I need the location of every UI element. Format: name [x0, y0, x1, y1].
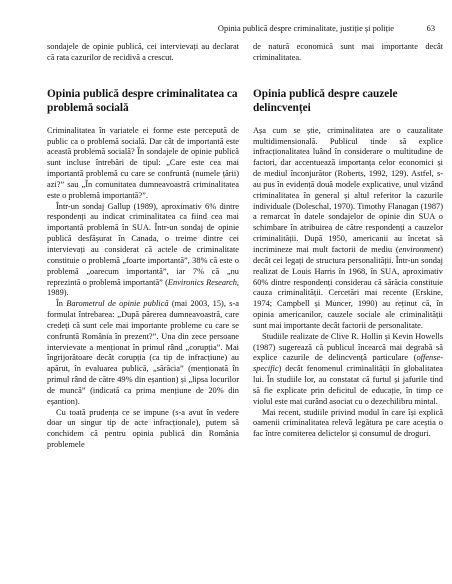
text-run: (mai 2003, 15), s-a formulat întrebarea: „După părerea dumneavoastră, care credeți că sunt cele mai importante probleme cu care se confruntă România în prezent?”. Una din zece persoane intervievate a menționat în primul rând „corupția”. Mai îngrijorătoare decât corupția (ca tip de infracțiune) au apărut, în evaluarea publică, „sărăcia” (menționată în primul rând de către 49% din eșantion) și „lipsa locurilor de muncă” (indicată ca prima mențiune de 20% din eșantion). — [47, 299, 239, 406]
left-column — [47, 42, 239, 451]
right-column — [253, 42, 443, 440]
text-run: ) decât fenomenul criminalității în globalitatea lui. În studiile lor, au constatat că furtul și jafurile tind să fie explicate prin deficitul de educație, în timp ce violul este mai curând asociat cu o dezechilibru mintal. — [253, 364, 443, 406]
source-citation: Environics Research — [167, 277, 237, 287]
paragraph: Mai recent, studiile privind modul în care își explică oamenii criminalitatea relevă legătura pe care aceștia o fac între comiterea delictelor și consumul de droguri. — [253, 407, 443, 439]
text-run: În — [56, 299, 67, 309]
running-header — [0, 24, 452, 38]
source-citation: Barometrul de opinie publică — [66, 299, 169, 309]
paragraph — [253, 332, 443, 408]
section-heading: Opinia publică despre cauzele delincvenței — [253, 87, 398, 114]
paragraph — [47, 202, 239, 300]
italic-term: offense-specific — [253, 353, 443, 374]
italic-term: environment — [398, 244, 441, 254]
text-run: Studiile realizate de Clive R. Hollin și Kevin Howells (1987) sugerează că publicul încearcă mai degrabă să explice cazurile de delincvență particulare ( — [253, 331, 443, 363]
paragraph: de natură economică sunt mai importante decât criminalitatea. — [253, 42, 443, 62]
text-run: ) decât cei legați de structura personalității. Într-un sondaj realizat de Louis Harris în 1968, în SUA, aproximativ 60% dintre respondenți considerau că sărăcia constituie cauza criminalității. Cercetări mai recente (Erskine, 1974; Campbell și Muncer, 1990) au reținut că, în opinia americanilor, cauzele sociale ale criminalității sunt mai importante decât factorii de personalitate. — [253, 244, 443, 330]
text-run: , 1989). — [47, 277, 240, 298]
paragraph: Criminalitatea în variatele ei forme este percepută de public ca o problemă socială. Dar cât de importantă este această problemă socială? În sondajele de opinie publică sunt incluse întrebări de tipul: „Care este cea mai importantă problemă cu care se confruntă (numele țării) azi?” sau „În comunitatea dumneavoastră criminalitatea este o problemă importantă?”. — [47, 125, 239, 200]
running-title: Opinia publică despre criminalitate, justiție și poliție — [217, 24, 394, 33]
text-run: Așa cum se știe, criminalitatea are o cauzalitate multidimensională. Publicul tinde să explice infracționalitatea luând în considerare o multitudine de factori, dar accentuează importanța celor economici și de mediul înconjurător (Roberts, 1992, 129). Astfel, s-au pus în evidență două modele explicative, unul vizând criminalitatea în general și altul referitor la cazurile individuale (Doleschal, 1970). Timothy Flanagan (1987) a remarcat în datele sondajelor de opinie din SUA o schimbare în atribuirea de către respondenți a cauzelor criminalității. După 1950, americanii au încetat să incrimineze mai mult factorii de mediu ( — [253, 125, 443, 254]
page-number: 63 — [426, 24, 435, 33]
text-run: Într-un sondaj Gallup (1989), aproximativ 6% dintre respondenți au indicat criminalitatea ca fiind cea mai importantă problemă în SUA. Într-un sondaj de opinie publică desfășurat în Canada, o treime dintre cei intervievați au considerat că actele de criminalitate constituie o problemă „foarte importantă”, 38% că este o problemă „oarecum importantă”, iar 7% că „nu reprezintă o problemă importantă” ( — [47, 201, 239, 287]
paragraph — [253, 126, 443, 332]
paragraph: sondajele de opinie publică, cei intervievați au declarat că rata cazurilor de recidivă a crescut. — [47, 42, 239, 62]
paragraph — [47, 299, 239, 407]
section-heading: Opinia publică despre criminalitatea ca problemă socială — [47, 87, 238, 114]
paragraph: Cu toată prudența ce se impune (s-a avut în vedere doar un singur tip de acte infracționale), putem să conchidem că pentru opinia publică din România problemele — [47, 407, 239, 450]
